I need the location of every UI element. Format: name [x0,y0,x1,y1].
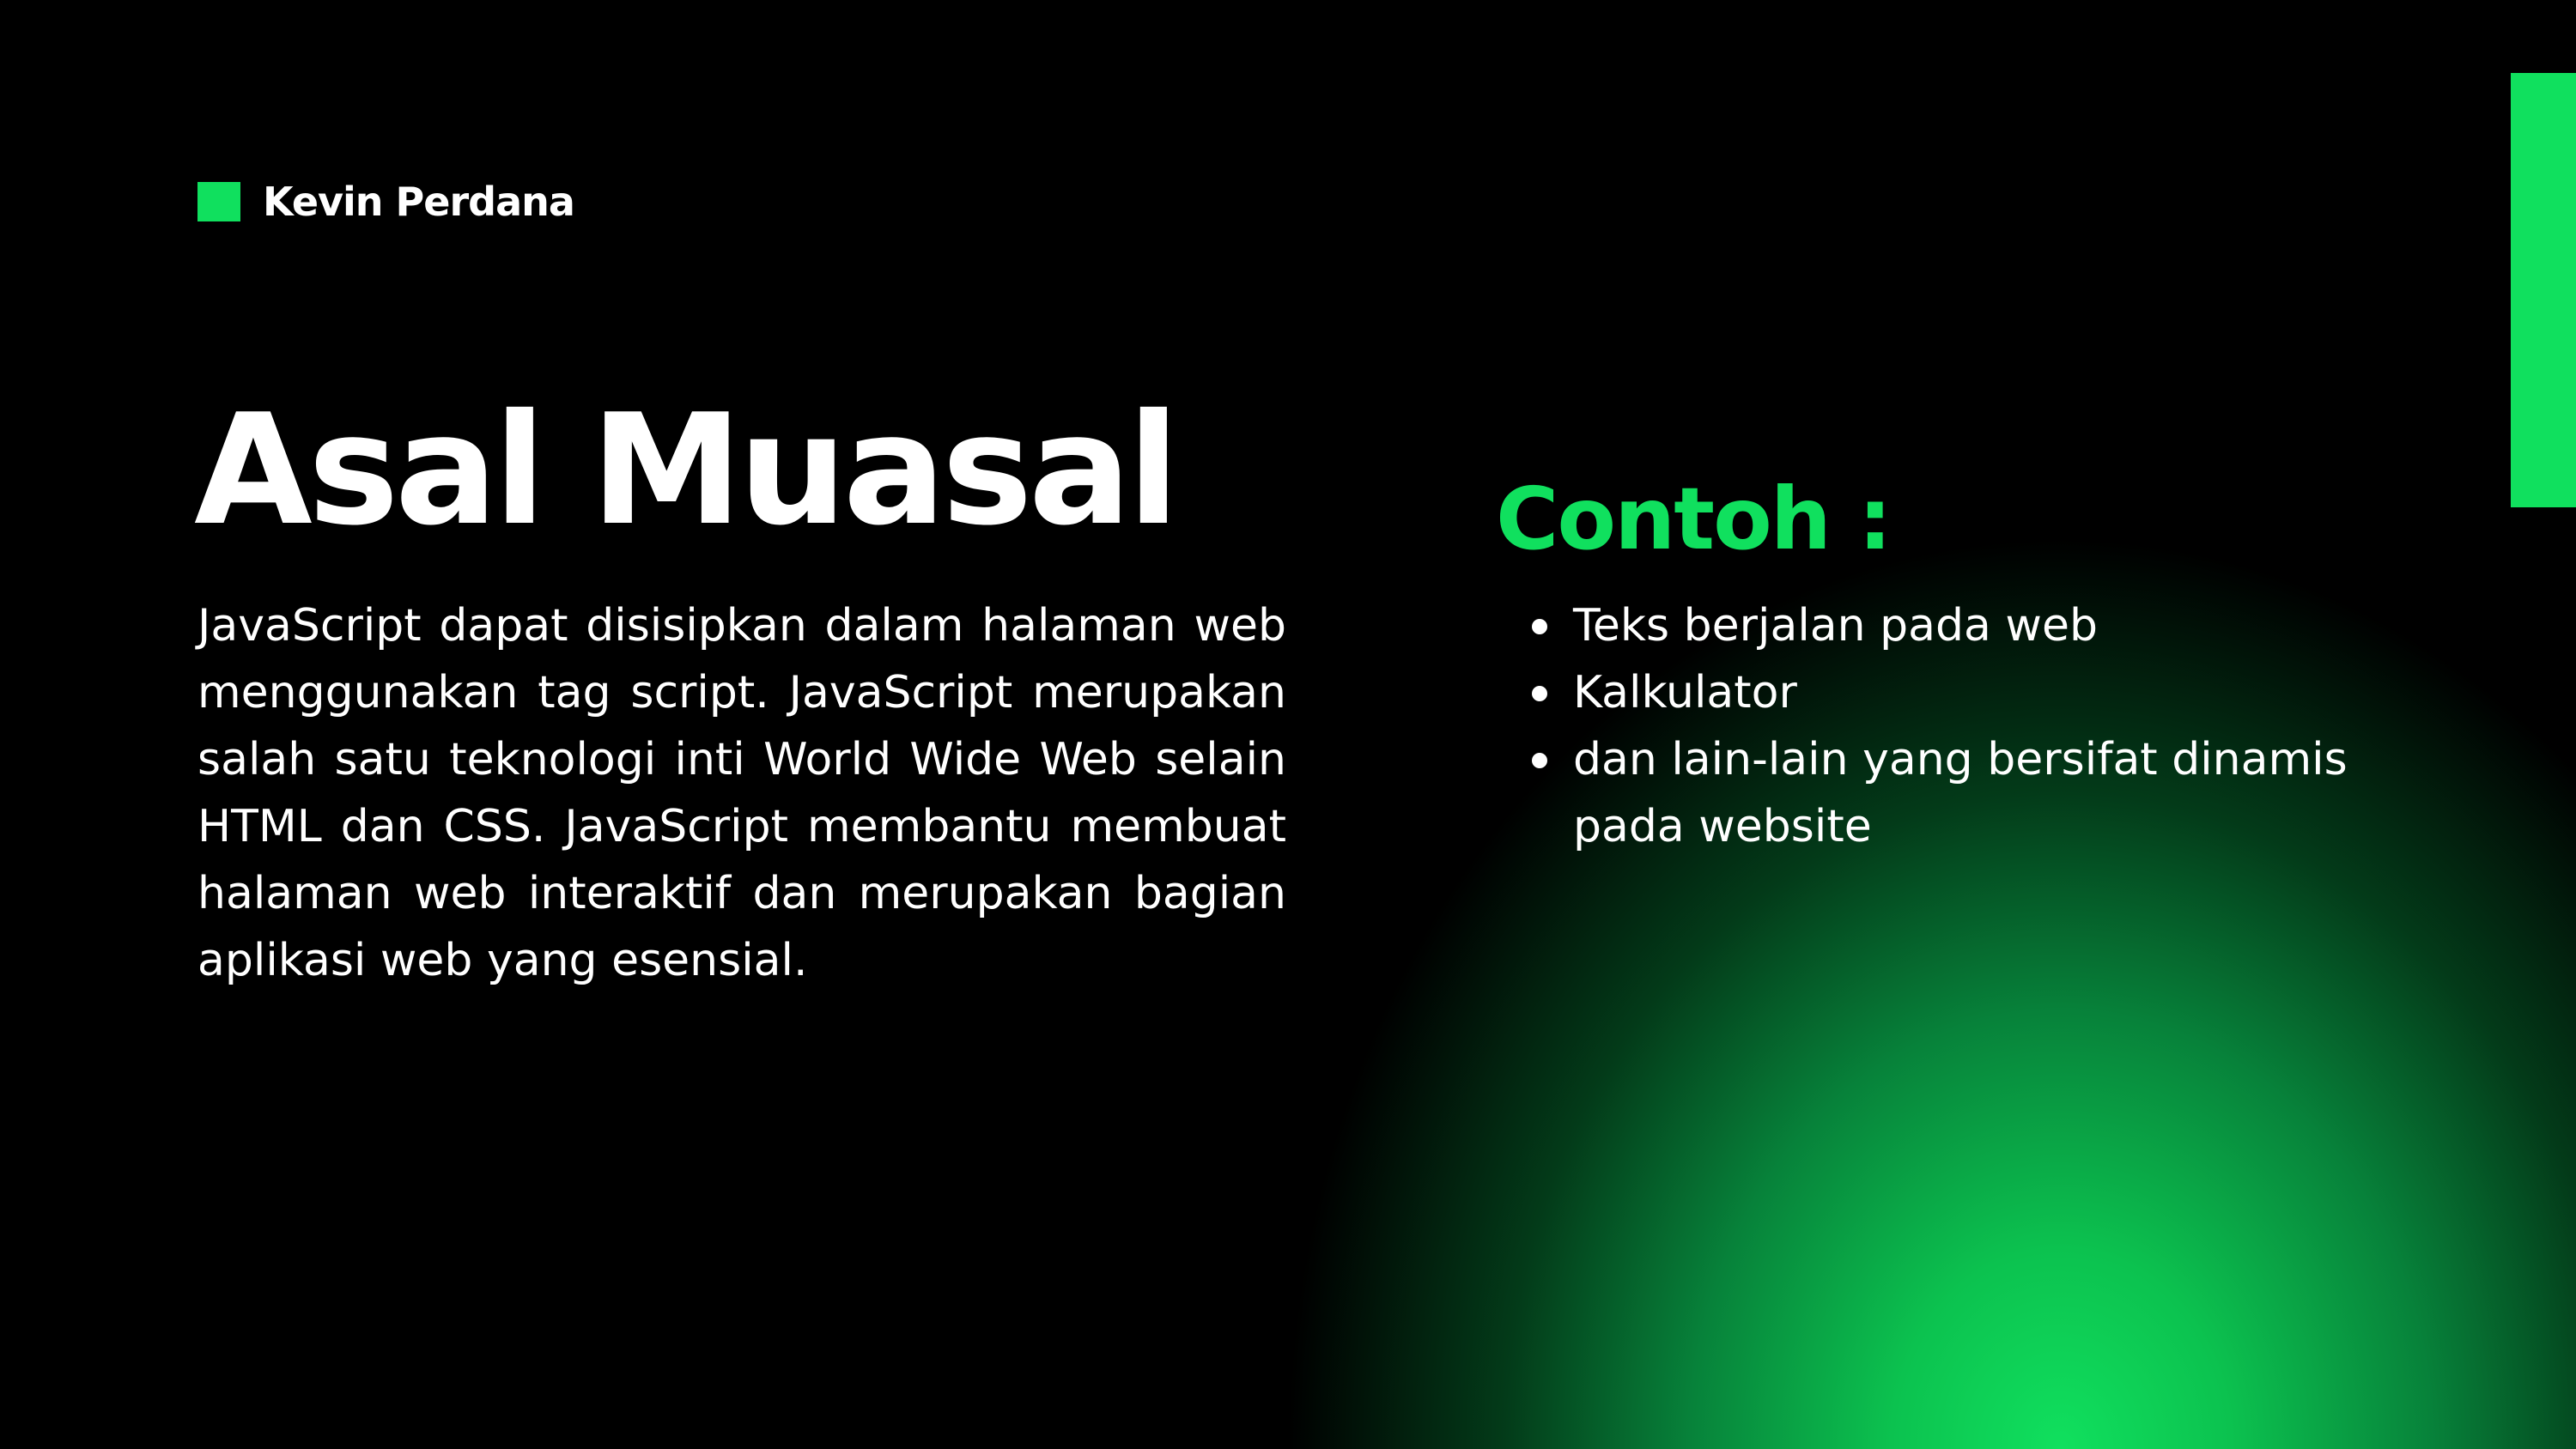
green-square-icon [197,182,240,221]
list-item-label: dan lain-lain yang bersifat dinamis pada website [1573,734,2348,852]
bullet-dot-icon [1532,619,1547,634]
author-tag [197,180,574,223]
body-paragraph: JavaScript dapat disisipkan dalam halaman web menggunakan tag script. JavaScript merupakan salah satu teknologi inti World Wide Web selain HTML dan CSS. JavaScript membantu membuat halaman web interaktif dan merupakan bagian aplikasi web yang esensial. [197,600,1286,986]
list-item-label: Kalkulator [1573,667,1797,718]
list-item [1496,592,2458,659]
list-item [1496,659,2458,726]
bullet-dot-icon [1532,686,1547,701]
bullet-dot-icon [1532,753,1547,768]
author-name: Kevin Perdana [263,179,574,225]
examples-list [1496,592,2458,860]
list-item [1496,726,2458,860]
slide-title: Asal Muasal [194,381,1176,559]
accent-bar [2511,73,2576,507]
examples-heading: Contoh : [1496,469,1891,569]
list-item-label: Teks berjalan pada web [1573,600,2098,652]
